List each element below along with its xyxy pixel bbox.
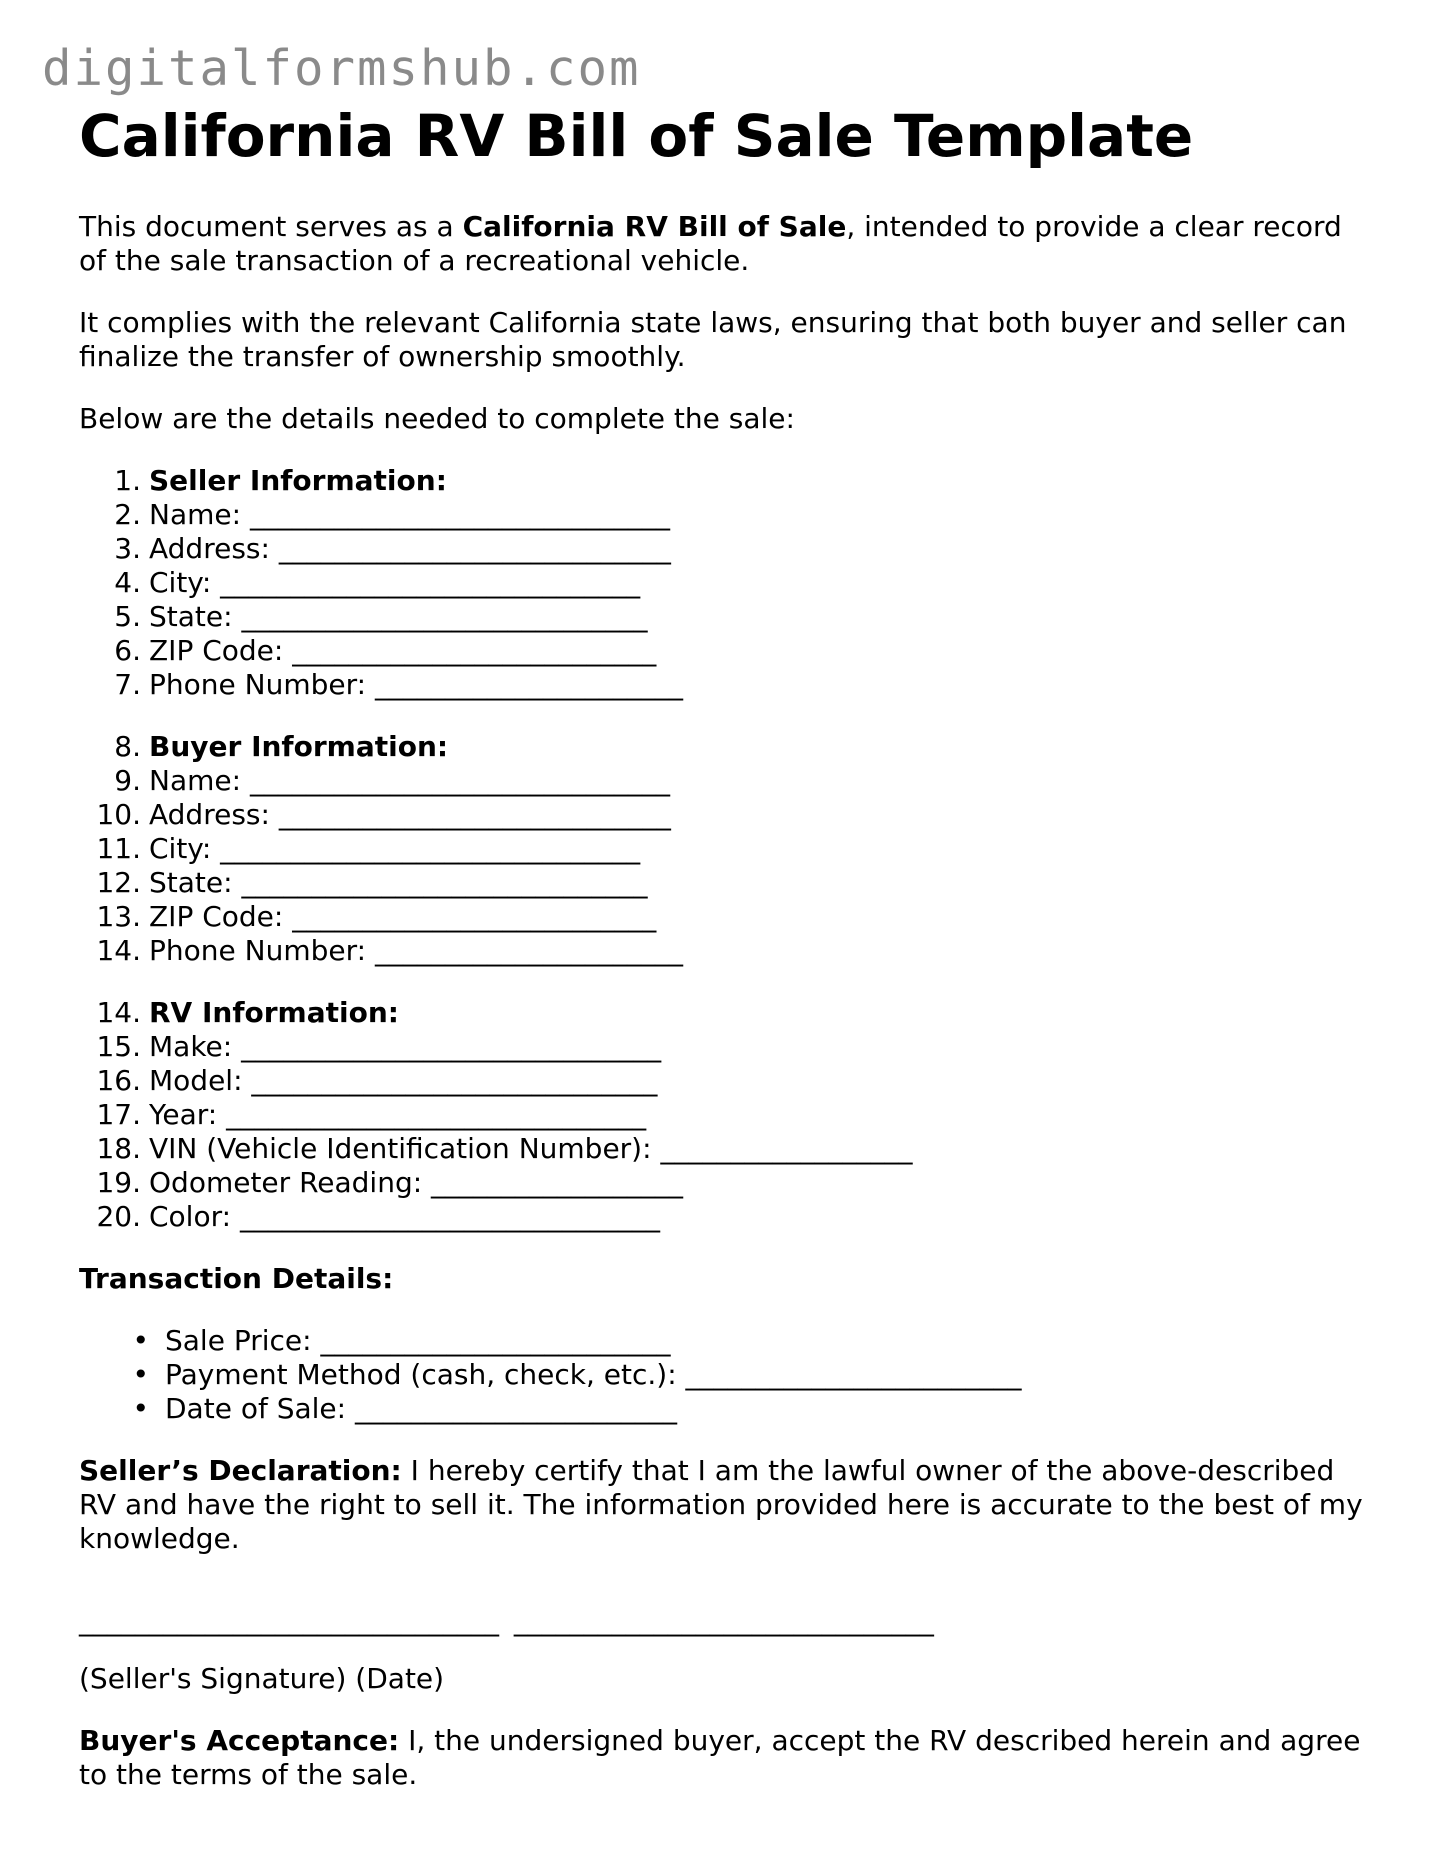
list-number: 15.: [96, 1030, 141, 1063]
section-heading: RV Information:: [149, 996, 399, 1029]
buyer-name-field[interactable]: [79, 764, 1369, 798]
rv-model-field[interactable]: [79, 1064, 1369, 1098]
field-label: Make: ______________________________: [149, 1030, 662, 1063]
seller-heading: [79, 464, 1369, 498]
sale-price-field[interactable]: [79, 1324, 1369, 1358]
intro-paragraph-2: It complies with the relevant California state laws, ensuring that both buyer and seller can finalize the transfer of ownership smoothly.: [79, 306, 1347, 373]
section-heading: Seller Information:: [149, 464, 447, 497]
bullet-icon: •: [132, 1358, 149, 1391]
declaration-text: I hereby certify that I am the lawful owner of the above-described RV and have the right to sell it. The information provided here is accurate to the best of my knowledge.: [79, 1454, 1363, 1555]
rv-color-field[interactable]: [79, 1200, 1369, 1234]
form-fields-list: [79, 464, 1369, 1234]
field-label: Name: ______________________________: [149, 498, 670, 531]
field-label: State: _____________________________: [149, 866, 648, 899]
bullet-icon: •: [132, 1324, 149, 1357]
field-label: City: ______________________________: [149, 566, 641, 599]
acceptance-label: Buyer's Acceptance:: [79, 1724, 400, 1757]
list-number: 17.: [96, 1098, 141, 1131]
signature-date-line[interactable]: ______________________________: [513, 1604, 934, 1637]
buyer-acceptance: [79, 1724, 1369, 1792]
seller-address-field[interactable]: [79, 532, 1369, 566]
field-label: ZIP Code: __________________________: [149, 634, 657, 667]
field-label: Year: ______________________________: [149, 1098, 647, 1131]
intro-bold: California RV Bill of Sale: [462, 210, 847, 243]
acceptance-text: I, the undersigned buyer, accept the RV described herein and agree to the terms of the sale.: [79, 1724, 1361, 1791]
rv-heading: [79, 996, 1369, 1030]
field-label: ZIP Code: __________________________: [149, 900, 657, 933]
field-label: Model: _____________________________: [149, 1064, 658, 1097]
rv-make-field[interactable]: [79, 1030, 1369, 1064]
seller-declaration: [79, 1454, 1369, 1556]
list-number: 18.: [96, 1132, 141, 1165]
intro-paragraph-3: Below are the details needed to complete the sale:: [79, 402, 795, 435]
intro-paragraph-1: [79, 210, 1369, 278]
buyer-city-field[interactable]: [79, 832, 1369, 866]
field-label: Date of Sale: _______________________: [165, 1392, 677, 1425]
buyer-state-field[interactable]: [79, 866, 1369, 900]
list-number: 4.: [114, 566, 141, 599]
signature-lines: [79, 1604, 1369, 1638]
signature-caption: (Seller's Signature) (Date): [79, 1662, 445, 1695]
list-number: 8.: [114, 730, 141, 763]
seller-zip-field[interactable]: [79, 634, 1369, 668]
document-body: [79, 100, 1369, 1820]
field-label: Address: ____________________________: [149, 798, 671, 831]
watermark: digitalformshub.com: [42, 40, 641, 97]
list-number: 11.: [96, 832, 141, 865]
seller-name-field[interactable]: [79, 498, 1369, 532]
seller-city-field[interactable]: [79, 566, 1369, 600]
seller-state-field[interactable]: [79, 600, 1369, 634]
list-number: 6.: [114, 634, 141, 667]
field-label: VIN (Vehicle Identification Number): __________________: [149, 1132, 913, 1165]
section-heading: Buyer Information:: [149, 730, 449, 763]
list-number: 10.: [96, 798, 141, 831]
list-number: 1.: [114, 464, 141, 497]
payment-method-field[interactable]: [79, 1358, 1369, 1392]
rv-odometer-field[interactable]: [79, 1166, 1369, 1200]
seller-phone-field[interactable]: [79, 668, 1369, 702]
list-number: 13.: [96, 900, 141, 933]
field-label: Name: ______________________________: [149, 764, 670, 797]
list-number: 19.: [96, 1166, 141, 1199]
list-number: 20.: [96, 1200, 141, 1233]
field-label: Color: ______________________________: [149, 1200, 660, 1233]
seller-signature-line[interactable]: ______________________________: [79, 1604, 499, 1637]
intro-text: This document serves as a: [79, 210, 463, 243]
transaction-heading: Transaction Details:: [79, 1262, 394, 1295]
list-number: 5.: [114, 600, 141, 633]
rv-year-field[interactable]: [79, 1098, 1369, 1132]
field-label: Phone Number: ______________________: [149, 934, 683, 967]
list-number: 9.: [114, 764, 141, 797]
buyer-heading: [79, 730, 1369, 764]
field-label: Odometer Reading: __________________: [149, 1166, 684, 1199]
list-number: 2.: [114, 498, 141, 531]
field-label: Phone Number: ______________________: [149, 668, 683, 701]
list-number: 14.: [96, 934, 141, 967]
field-label: City: ______________________________: [149, 832, 641, 865]
transaction-list: [79, 1324, 1369, 1426]
list-number: 12.: [96, 866, 141, 899]
list-number: 16.: [96, 1064, 141, 1097]
field-label: Address: ____________________________: [149, 532, 671, 565]
list-number: 7.: [114, 668, 141, 701]
page-title: California RV Bill of Sale Template: [79, 102, 1194, 170]
field-label: Payment Method (cash, check, etc.): ________________________: [165, 1358, 1022, 1391]
buyer-phone-field[interactable]: [79, 934, 1369, 968]
intro-text-end: , intended to provide a clear record of the sale transaction of a recreational vehicle.: [79, 210, 1342, 277]
declaration-label: Seller’s Declaration:: [79, 1454, 402, 1487]
bullet-icon: •: [132, 1392, 149, 1425]
list-number: 14.: [96, 996, 141, 1029]
buyer-zip-field[interactable]: [79, 900, 1369, 934]
field-label: Sale Price: _________________________: [165, 1324, 671, 1357]
field-label: State: _____________________________: [149, 600, 648, 633]
buyer-address-field[interactable]: [79, 798, 1369, 832]
rv-vin-field[interactable]: [79, 1132, 1369, 1166]
date-of-sale-field[interactable]: [79, 1392, 1369, 1426]
list-number: 3.: [114, 532, 141, 565]
